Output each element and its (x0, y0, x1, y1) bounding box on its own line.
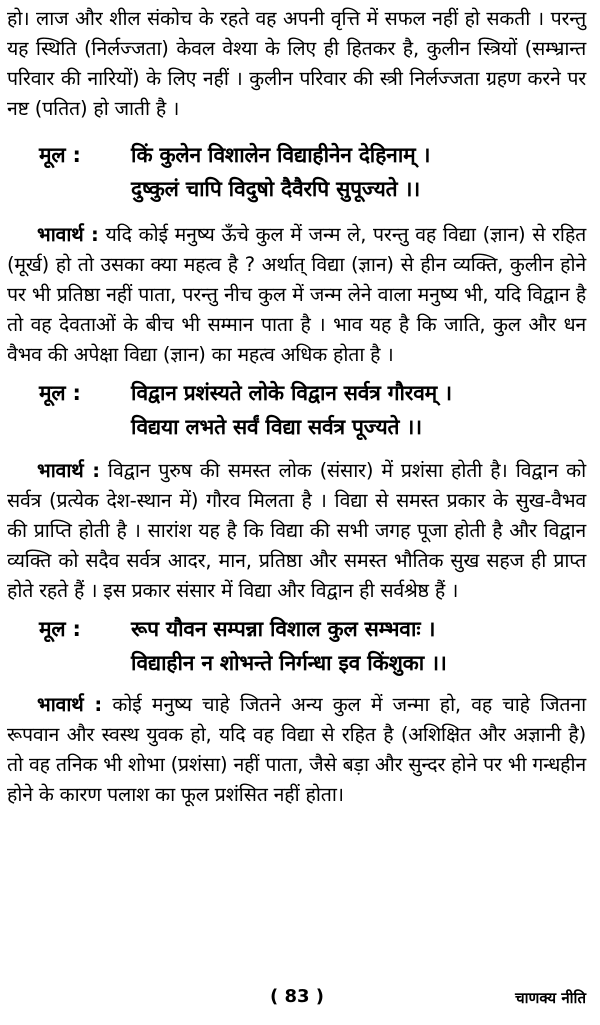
verse-text: किं कुलेन विशालेन विद्याहीनेन देहिनाम् । (131, 143, 431, 167)
opening-paragraph: हो। लाज और शील संकोच के रहते वह अपनी वृत्ति में सफल नहीं हो सकती । परन्तु यह स्थिति (निर्लज्जता) केवल वेश्या के लिए ही हितकर है, कुलीन स्त्रियों (सम्भ्रान्त परिवार की नारियों) के लिए नहीं । कुलीन परिवार की स्त्री निर्लज्जता ग्रहण करने पर नष्ट (पतित) हो जाती है । (7, 7, 586, 120)
commentary-label: भावार्थ : (37, 459, 100, 482)
page-footer (0, 986, 600, 1016)
verse-line (7, 646, 586, 680)
commentary-paragraph (7, 220, 586, 370)
commentary-label: भावार्थ : (37, 693, 103, 716)
commentary-text: यदि कोई मनुष्य ऊँचे कुल में जन्म ले, परन्तु वह विद्या (ज्ञान) से रहित (मूर्ख) हो तो उसका क्या महत्व है ? अर्थात् विद्या (ज्ञान) से हीन व्यक्ति, कुलीन होने पर भी प्रतिष्ठा नहीं पाता, परन्तु नीच कुल में जन्म लेने वाला मनुष्य भी, यदि विद्वान है तो वह देवताओं के बीच भी सम्मान पाता है । भाव यह है कि जाति, कुल और धन वैभव की अपेक्षा विद्या (ज्ञान) का महत्व अधिक होता है । (7, 223, 587, 366)
commentary-paragraph (7, 690, 586, 810)
verse-line (7, 612, 586, 646)
commentary-text: विद्वान पुरुष की समस्त लोक (संसार) में प्रशंसा होती है। विद्वान को सर्वत्र (प्रत्येक देश-स्थान में) गौरव मिलता है । विद्या से समस्त प्रकार के सुख-वैभव की प्राप्ति होती है । सारांश यह है कि विद्या की सभी जगह पूजा होती है और विद्वान व्यक्ति को सदैव सर्वत्र आदर, मान, प्रतिष्ठा और समस्त भौतिक सुख सहज ही प्राप्त होते रहते हैं । इस प्रकार संसार में विद्या और विद्वान ही सर्वश्रेष्ठ हैं । (7, 459, 587, 602)
verse-text: विद्याहीन न शोभन्ते निर्गन्धा इव किंशुका ।। (131, 651, 447, 675)
page-number: ( 83 ) (270, 986, 325, 1007)
running-title: चाणक्य नीति (515, 989, 586, 1007)
verse-text: रूप यौवन सम्पन्ना विशाल कुल सम्भवाः । (131, 617, 436, 641)
verse-label: मूल : (39, 143, 81, 167)
verse-block (7, 138, 586, 206)
verse-block (7, 612, 586, 680)
commentary-paragraph (7, 456, 586, 606)
verse-line (7, 376, 586, 410)
verse-block (7, 376, 586, 444)
commentary-label: भावार्थ : (37, 223, 99, 246)
verse-line (7, 172, 586, 206)
commentary-text: कोई मनुष्य चाहे जितने अन्य कुल में जन्मा हो, वह चाहे जितना रूपवान और स्वस्थ युवक हो, यदि वह विद्या से रहित है (अशिक्षित और अज्ञानी है) तो वह तनिक भी शोभा (प्रशंसा) नहीं पाता, जैसे बड़ा और सुन्दर होने पर भी गन्धहीन होने के कारण पलाश का फूल प्रशंसित नहीं होता। (7, 693, 586, 806)
verse-text: विद्यया लभते सर्वं विद्या सर्वत्र पूज्यते ।। (131, 415, 422, 439)
verse-label: मूल : (39, 617, 81, 641)
verse-text: विद्वान प्रशंस्यते लोके विद्वान सर्वत्र गौरवम् । (131, 381, 452, 405)
verse-text: दुष्कुलं चापि विदुषो दैवैरपि सुपूज्यते ।। (131, 177, 421, 201)
verse-label: मूल : (39, 381, 81, 405)
verse-line (7, 410, 586, 444)
verse-line (7, 138, 586, 172)
